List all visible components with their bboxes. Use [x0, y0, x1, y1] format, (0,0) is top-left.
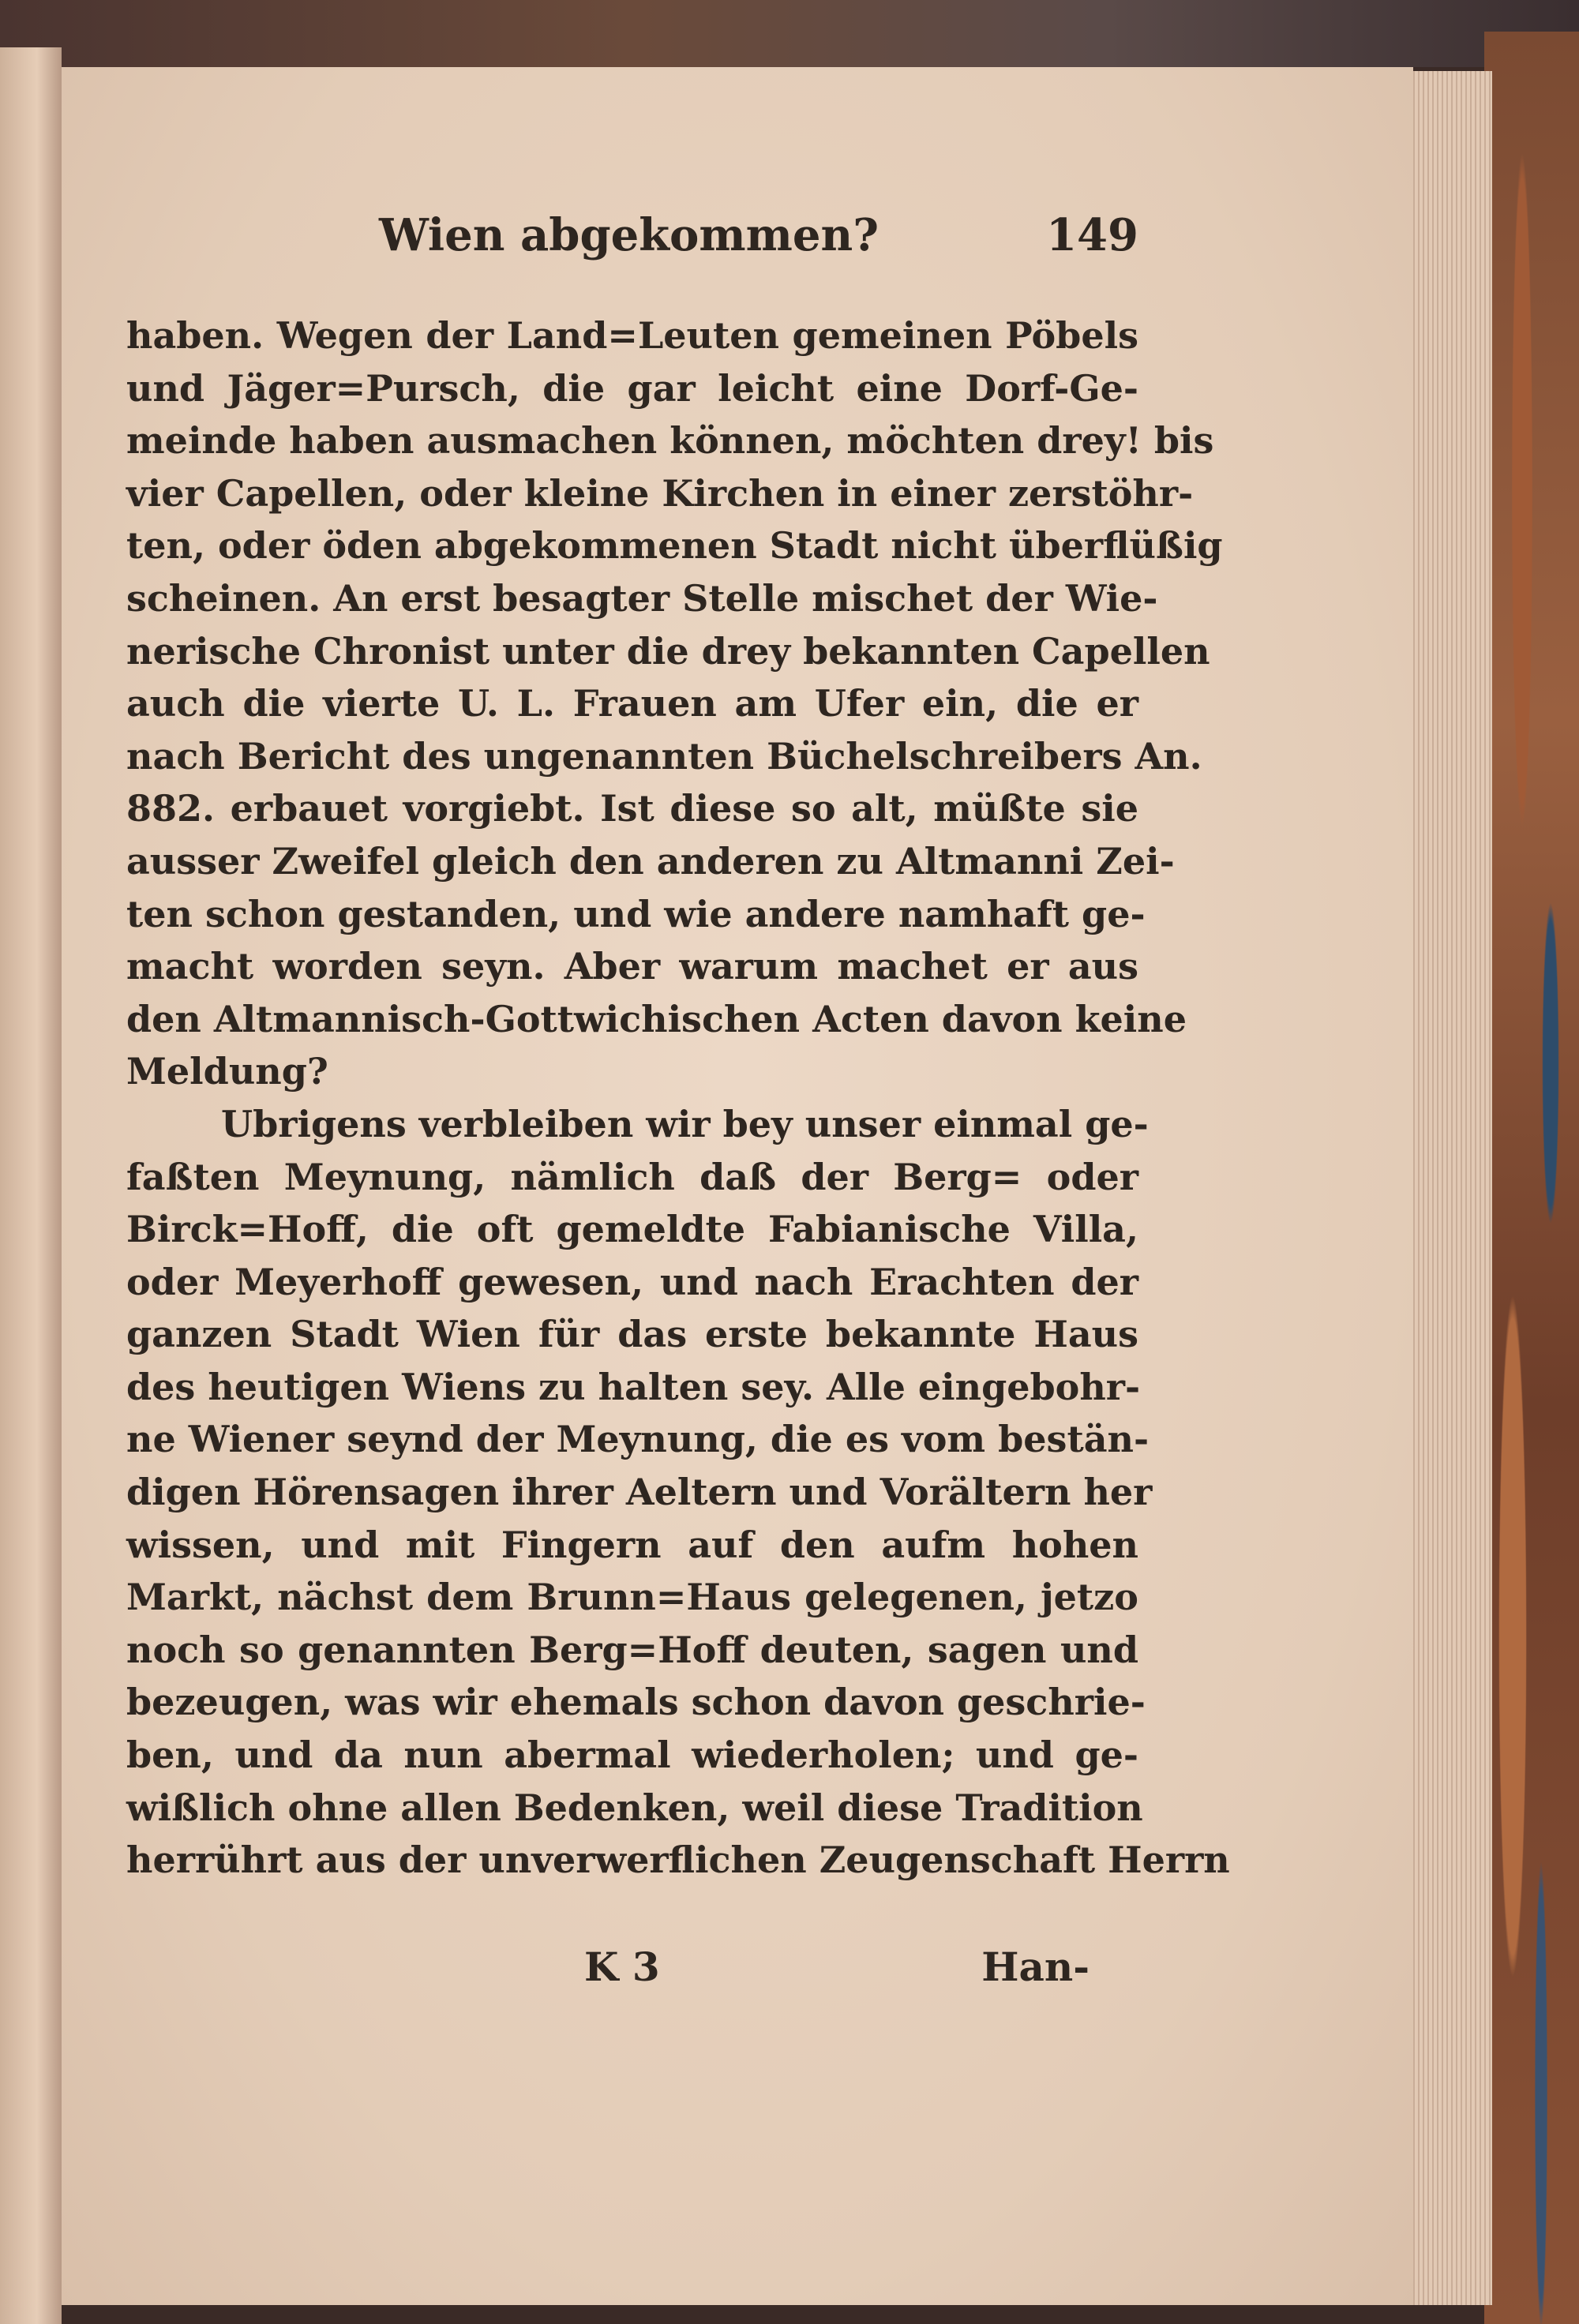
- text-line: 882. erbauet vorgiebt. Ist diese so alt, müßte sie: [126, 787, 1138, 830]
- catchword: Han-: [981, 1944, 1090, 1990]
- book-top-edge: [0, 0, 1579, 67]
- text-line: ten schon gestanden, und wie andere namhaft ge-: [126, 892, 1146, 935]
- marbled-cover: [1484, 32, 1579, 2324]
- text-line: meinde haben ausmachen können, möchten drey! bis: [126, 419, 1214, 463]
- page-footer: [584, 1944, 1090, 1999]
- text-line: Ubrigens verbleiben wir bey unser einmal ge-: [221, 1102, 1149, 1145]
- page-stack-edges: [1405, 71, 1492, 2305]
- text-line: macht worden seyn. Aber warum machet er aus: [126, 945, 1138, 988]
- text-line: ben, und da nun abermal wiederholen; und ge-: [126, 1734, 1138, 1777]
- running-title: Wien abgekommen?: [379, 209, 880, 261]
- text-line: ganzen Stadt Wien für das erste bekannte Haus: [126, 1313, 1138, 1356]
- text-line: nach Bericht des ungenannten Büchelschreibers An.: [126, 734, 1202, 778]
- text-line: Birck=Hoff, die oft gemeldte Fabianische Villa,: [126, 1208, 1138, 1251]
- text-line: den Altmannisch-Gottwichischen Acten davon keine: [126, 997, 1187, 1040]
- text-line: wißlich ohne allen Bedenken, weil diese Tradition: [126, 1786, 1143, 1829]
- text-line: des heutigen Wiens zu halten sey. Alle eingebohr-: [126, 1365, 1141, 1408]
- text-line: bezeugen, was wir ehemals schon davon geschrie-: [126, 1681, 1146, 1724]
- paragraph: [126, 309, 1223, 1098]
- text-line: Markt, nächst dem Brunn=Haus gelegenen, jetzo: [126, 1576, 1138, 1619]
- page-number: 149: [1046, 209, 1138, 261]
- text-line: scheinen. An erst besagter Stelle mischet der Wie-: [126, 576, 1158, 620]
- facing-page-edge: [0, 47, 62, 2324]
- body-text: [126, 309, 1230, 1887]
- paragraph: [126, 1098, 1230, 1887]
- text-line: ne Wiener seynd der Meynung, die es vom bestän-: [126, 1418, 1150, 1461]
- text-line: herrührt aus der unverwerflichen Zeugenschaft Herrn: [126, 1839, 1230, 1882]
- text-line: digen Hörensagen ihrer Aeltern und Vorältern her: [126, 1471, 1153, 1514]
- text-line: vier Capellen, oder kleine Kirchen in einer zerstöhr-: [126, 471, 1194, 515]
- text-line: nerische Chronist unter die drey bekannten Capellen: [126, 629, 1210, 673]
- text-line: auch die vierte U. L. Frauen am Ufer ein, die er: [126, 682, 1138, 725]
- text-line: Meldung?: [126, 1050, 328, 1093]
- text-line: faßten Meynung, nämlich daß der Berg= oder: [126, 1155, 1138, 1198]
- text-line: ten, oder öden abgekommenen Stadt nicht überflüßig: [126, 524, 1223, 568]
- page-header: [379, 209, 1138, 272]
- text-line: haben. Wegen der Land=Leuten gemeinen Pöbels: [126, 314, 1138, 357]
- text-line: noch so genannten Berg=Hoff deuten, sagen und: [126, 1628, 1138, 1671]
- text-line: ausser Zweifel gleich den anderen zu Altmanni Zei-: [126, 839, 1175, 883]
- signature-mark: K 3: [584, 1944, 660, 1990]
- text-line: und Jäger=Pursch, die gar leicht eine Dorf-Ge-: [126, 366, 1138, 410]
- text-line: wissen, und mit Fingern auf den aufm hohen: [126, 1523, 1138, 1566]
- text-line: oder Meyerhoff gewesen, und nach Erachten der: [126, 1260, 1138, 1303]
